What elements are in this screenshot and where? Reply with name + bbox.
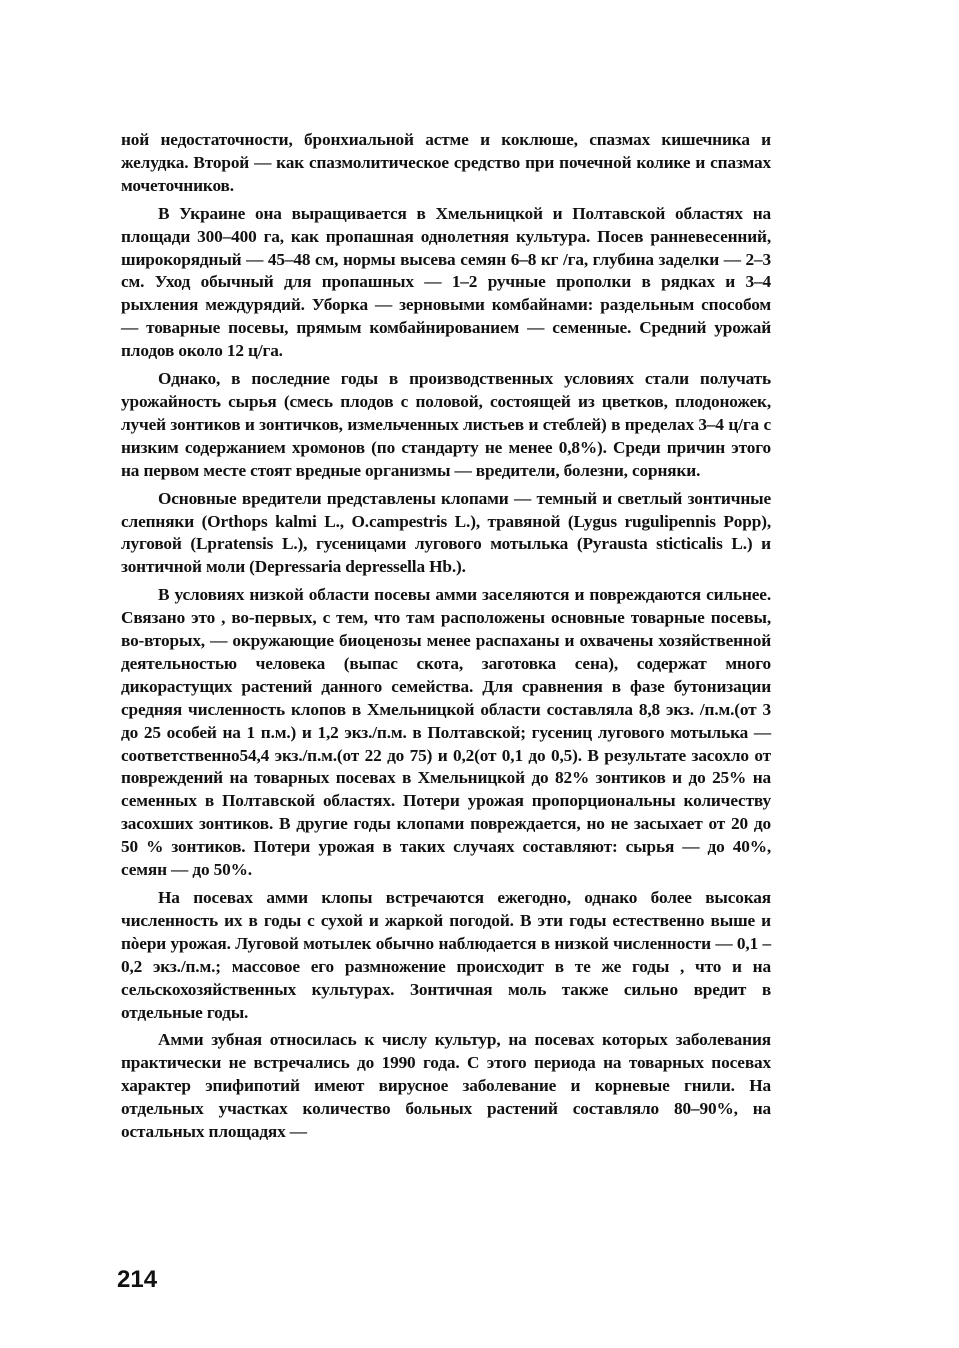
page-number: 214 (117, 1266, 158, 1293)
paragraph-bugs: На посевах амми клопы встречаются ежегодно, однако более высокая численность их в годы с сухой и жаркой погодой. В эти годы естественно выше и пòери урожая. Луговой мотылек обычно наблюдается в низкой численности — 0,1 – 0,2 экз./п.м.; массовое его размножение происходит в те же годы , что и на сельскохозяйственных культурах. Зонтичная моль также сильно вредит в отдельные годы. (121, 888, 771, 1022)
paragraph-damage: В условиях низкой области посевы амми заселяются и повреждаются сильнее. Связано это , во-первых, с тем, что там расположены основные товарные посевы, во-вторых, — окружающие биоценозы менее распаханы и охвачены хозяйственной деятельностью человека (выпас скота, заготовка сена), содержат много дикорастущих растений данного семейства. Для сравнения в фазе бутонизации средняя численность клопов в Хмельницкой области составляла 8,8 экз. /п.м.(от 3 до 25 особей на 1 п.м.) и 1,2 экз./п.м. в Полтавской; гусениц лугового мотылька — соответственно54,4 экз./п.м.(от 22 до 75) и 0,2(от 0,1 до 0,5). В результате засохло от повреждений на товарных посевах в Хмельницкой до 82% зонтиков и до 25% на семенных в Полтавской областях. Потери урожая пропорциональны количеству засохших зонтиков. В другие годы клопами повреждается, но не засыхает от 20 до 50 % зонтиков. Потери урожая в таких случаях составляют: сырья — до 40%, семян — до 50%. (121, 585, 771, 880)
paragraph-pests: Основные вредители представлены клопами — темный и светлый зонтичные слепняки (Orthops kalmi L., O.campestris L.), травяной (Lygus rugulipennis Popp), луговой (Lpratensis L.), гусеницами лугового мотылька (Pyrausta sticticalis L.) и зонтичной моли (Depressaria depressella Hb.). (121, 488, 771, 577)
paragraph-continuation: ной недостаточности, бронхиальной астме и коклюше, спазмах кишечника и желудка. Второй — как спазмолитическое средство при почечной колике и спазмах мочеточников. (121, 130, 771, 195)
body-text (121, 129, 771, 1149)
paragraph-cultivation: В Украине она выращивается в Хмельницкой и Полтавской областях на площади 300–400 га, как пропашная однолетняя культура. Посев ранневесенний, широкорядный — 45–48 см, нормы высева семян 6–8 кг /га, глубина заделки — 2–3 см. Уход обычный для пропашных — 1–2 ручные прополки в рядках и 3–4 рыхления междурядий. Уборка — зерновыми комбайнами: раздельным способом — товарные посевы, прямым комбайнированием — семенные. Средний урожай плодов около 12 ц/га. (121, 203, 771, 361)
paragraph-diseases: Амми зубная относилась к числу культур, на посевах которых заболевания практически не встречались до 1990 года. С этого периода на товарных посевах характер эпифипотий имеют вирусное заболевание и корневые гнили. На отдельных участках количество больных растений составляло 80–90%, на остальных площадях — (121, 1030, 771, 1142)
paragraph-yield: Однако, в последние годы в производственных условиях стали получать урожайность сырья (смесь плодов с половой, состоящей из цветков, плодоножек, лучей зонтиков и зонтичков, измельченных листьев и стеблей) в пределах 3–4 ц/га с низким содержанием хромонов (по стандарту не менее 0,8%). Среди причин этого на первом месте стоят вредные организмы — вредители, болезни, сорняки. (121, 369, 771, 480)
